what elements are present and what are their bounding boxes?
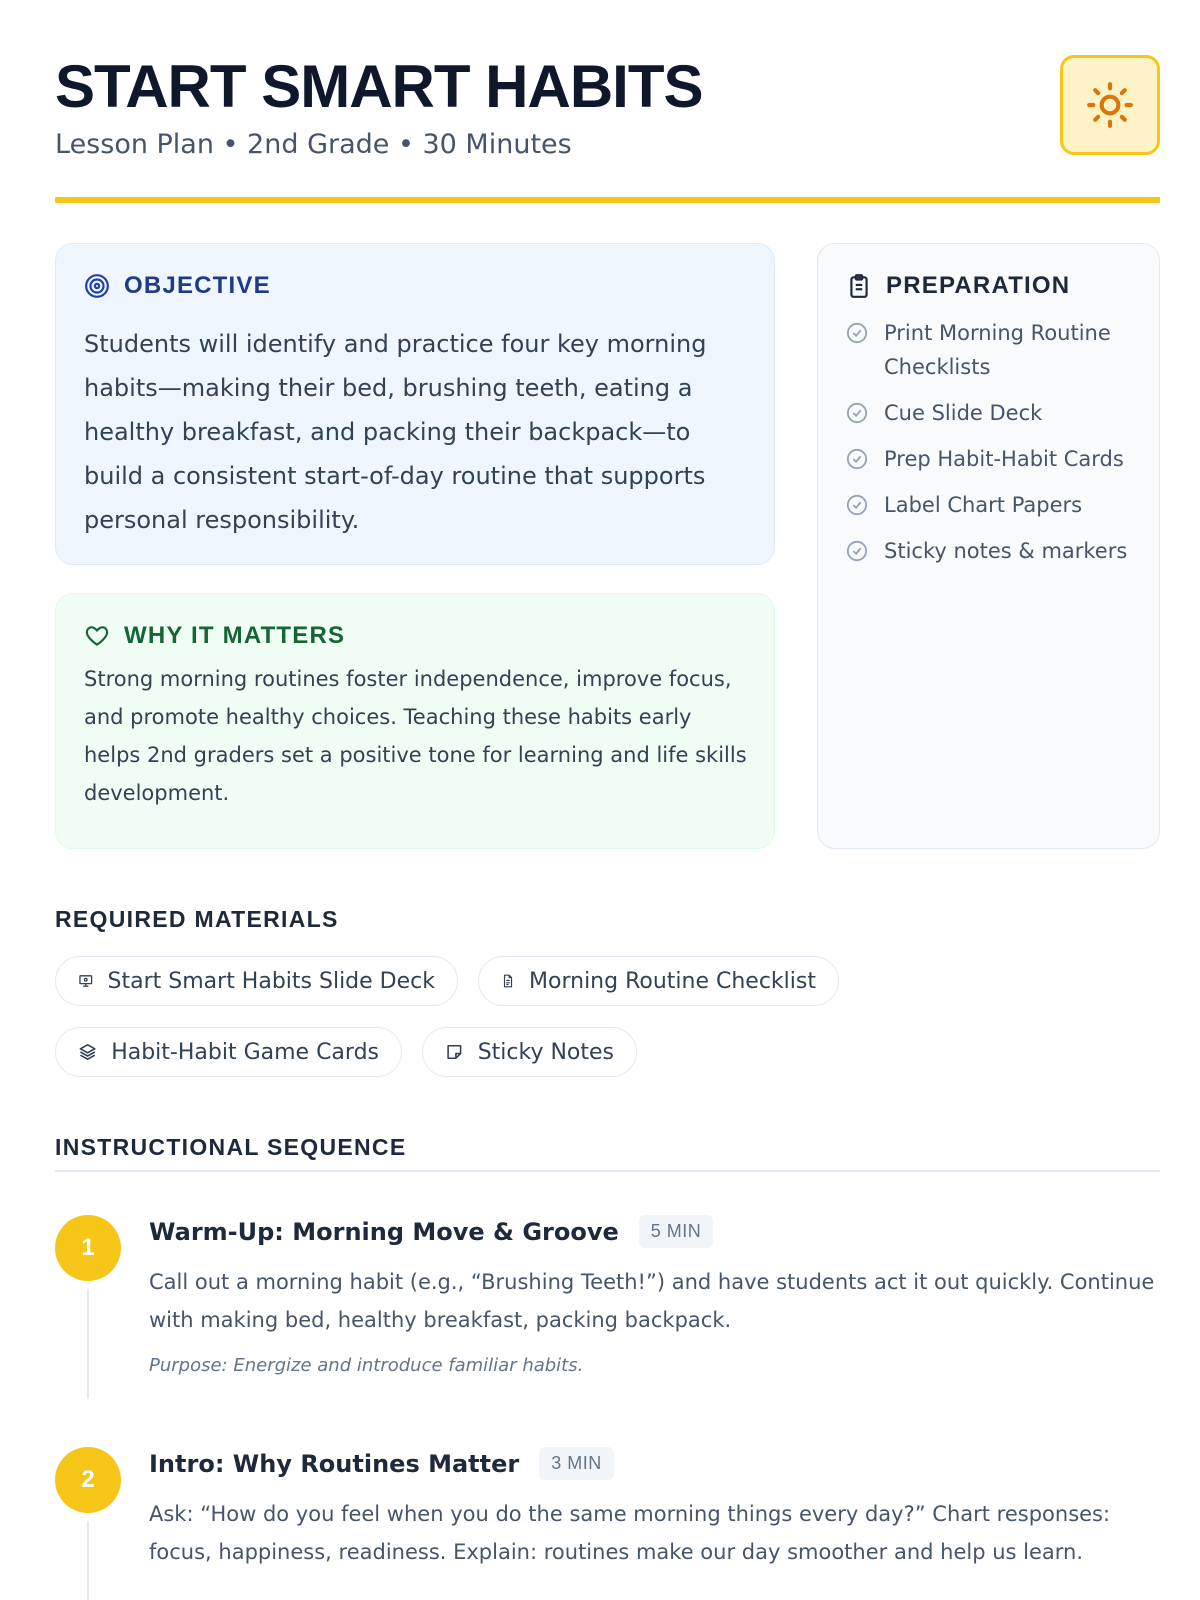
preparation-item	[846, 442, 1146, 476]
check-circle-icon	[846, 540, 868, 562]
preparation-item	[846, 534, 1146, 568]
step-connector	[87, 1289, 89, 1399]
document-icon	[501, 968, 515, 994]
preparation-item-label: Prep Habit-Habit Cards	[884, 447, 1124, 471]
material-label: Sticky Notes	[477, 1039, 614, 1065]
objective-card	[55, 243, 775, 565]
objective-text: Students will identify and practice four key morning habits—making their bed, brushing teeth, eating a healthy breakfast, and packing their backpack—to build a consistent start-of-day routine that supports personal responsibility.	[84, 330, 707, 534]
preparation-item	[846, 488, 1146, 522]
preparation-header	[846, 272, 1070, 300]
sun-icon	[1085, 80, 1135, 130]
material-label: Start Smart Habits Slide Deck	[107, 968, 435, 994]
step-connector	[87, 1521, 89, 1600]
sun-logo	[1060, 55, 1160, 155]
sticky-note-icon	[445, 1039, 464, 1065]
preparation-item-label: Print Morning Routine Checklists	[884, 321, 1111, 379]
check-circle-icon	[846, 322, 868, 344]
duration-badge: 3 MIN	[539, 1447, 614, 1480]
why-heading: WHY IT MATTERS	[124, 622, 346, 649]
presentation-icon	[78, 968, 94, 994]
preparation-item-label: Sticky notes & markers	[884, 539, 1128, 563]
step-title: Intro: Why Routines Matter	[149, 1449, 520, 1478]
preparation-item	[846, 396, 1146, 430]
duration-badge: 5 MIN	[639, 1215, 714, 1248]
material-pill	[55, 1027, 402, 1077]
objective-header	[84, 272, 271, 300]
step-header	[149, 1215, 713, 1248]
why-it-matters-card	[55, 593, 775, 849]
page-title: START SMART HABITS	[55, 53, 703, 120]
sequence-divider	[55, 1170, 1160, 1172]
heart-icon	[84, 623, 110, 649]
material-pill	[422, 1027, 637, 1077]
header-divider	[55, 197, 1160, 203]
preparation-item	[846, 316, 1146, 384]
material-label: Habit-Habit Game Cards	[111, 1039, 379, 1065]
step-description: Ask: “How do you feel when you do the same morning things every day?” Chart responses: focus, happiness, readiness. Explain: routines make our day smoother and help us learn.	[149, 1502, 1111, 1564]
step-purpose: Purpose: Energize and introduce familiar habits.	[149, 1355, 584, 1376]
target-icon	[84, 273, 110, 299]
preparation-card	[817, 243, 1160, 849]
check-circle-icon	[846, 402, 868, 424]
clipboard-icon	[846, 273, 872, 299]
material-pill	[55, 956, 458, 1006]
materials-heading: REQUIRED MATERIALS	[55, 906, 339, 932]
why-header	[84, 622, 345, 650]
page-subtitle: Lesson Plan • 2nd Grade • 30 Minutes	[55, 129, 572, 160]
step-description: Call out a morning habit (e.g., “Brushing Teeth!”) and have students act it out quickly. Continue with making bed, healthy breakfast, packing backpack.	[149, 1270, 1155, 1332]
header	[55, 55, 1160, 205]
preparation-item-label: Label Chart Papers	[884, 493, 1083, 517]
preparation-item-label: Cue Slide Deck	[884, 401, 1043, 425]
preparation-list	[846, 316, 1146, 580]
material-pill	[478, 956, 839, 1006]
preparation-heading: PREPARATION	[886, 272, 1071, 299]
layers-icon	[78, 1039, 97, 1065]
lesson-plan-page	[55, 0, 1160, 1600]
material-label: Morning Routine Checklist	[529, 968, 816, 994]
sequence-heading: INSTRUCTIONAL SEQUENCE	[55, 1134, 407, 1160]
step-title: Warm-Up: Morning Move & Groove	[149, 1217, 619, 1246]
check-circle-icon	[846, 448, 868, 470]
check-circle-icon	[846, 494, 868, 516]
objective-heading: OBJECTIVE	[124, 272, 271, 299]
step-number: 1	[55, 1215, 121, 1281]
step-header	[149, 1447, 614, 1480]
why-text: Strong morning routines foster independence, improve focus, and promote healthy choices. Teaching these habits early helps 2nd graders set a positive tone for learning and life skills development.	[84, 667, 747, 805]
step-number: 2	[55, 1447, 121, 1513]
